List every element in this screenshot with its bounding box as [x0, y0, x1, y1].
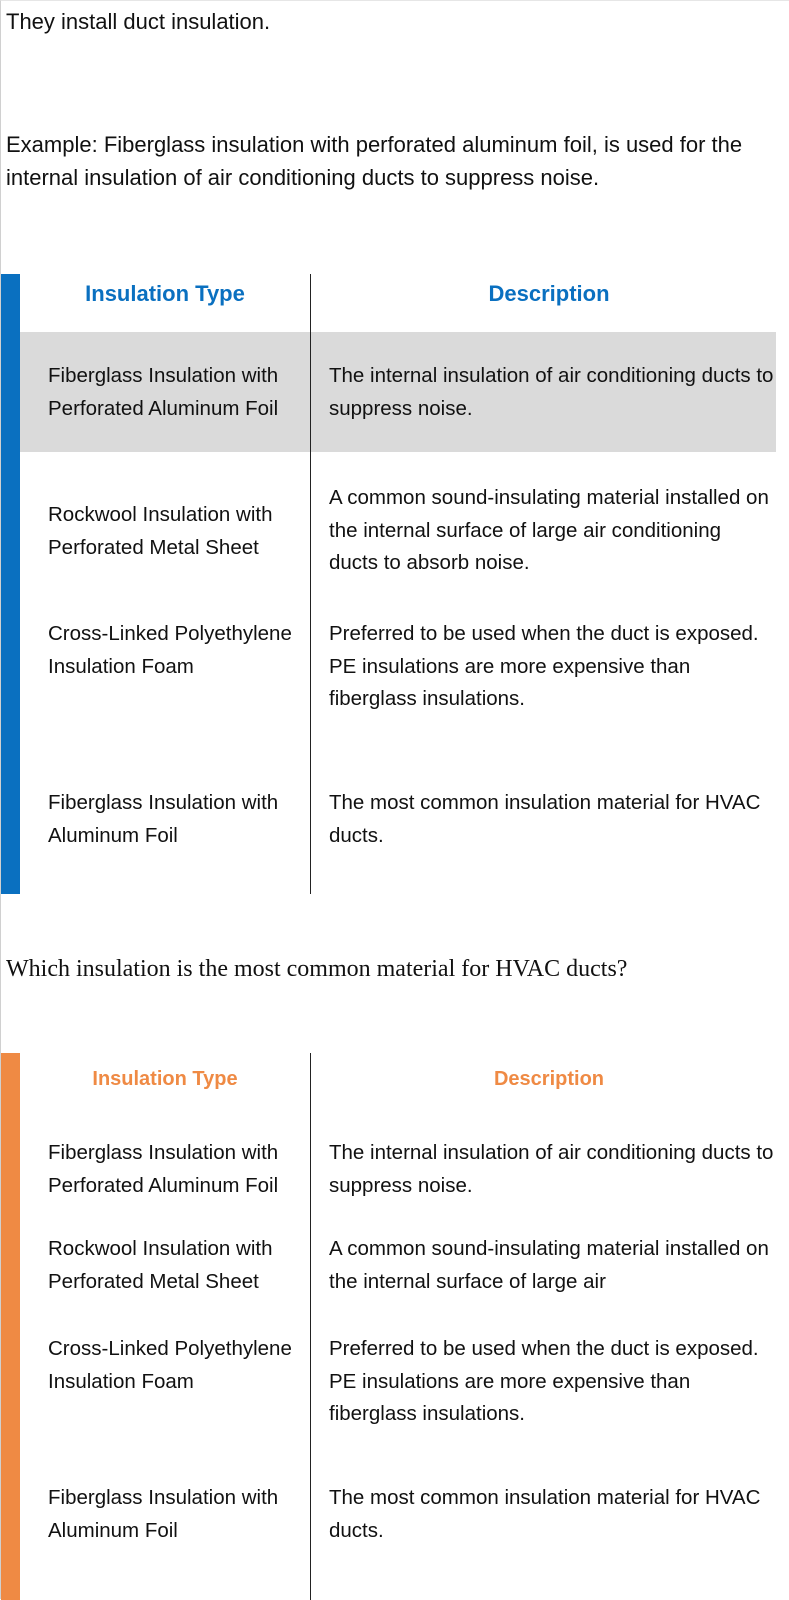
table-row	[20, 1465, 776, 1600]
table-row	[20, 332, 776, 452]
insulation-table-blue	[1, 274, 776, 894]
table-row	[20, 1219, 776, 1315]
description-cell: The most common insulation material for HVAC ducts.	[329, 791, 761, 847]
description-cell: The internal insulation of air conditioning ducts to suppress noise.	[329, 1141, 774, 1197]
accent-bar	[1, 274, 20, 894]
question-text: Which insulation is the most common material for HVAC ducts?	[6, 956, 628, 982]
accent-bar	[1, 1053, 20, 1600]
header-description: Description	[493, 1068, 605, 1090]
insulation-type-cell: Rockwool Insulation with Perforated Metal Sheet	[48, 1237, 273, 1293]
insulation-type-cell: Cross-Linked Polyethylene Insulation Foam	[48, 622, 292, 678]
insulation-type-cell: Fiberglass Insulation with Aluminum Foil	[48, 791, 279, 847]
table-row	[20, 582, 776, 742]
insulation-type-cell: Fiberglass Insulation with Perforated Aluminum Foil	[48, 364, 279, 420]
description-cell: A common sound-insulating material installed on the internal surface of large air	[329, 1237, 769, 1293]
table-header-row	[20, 274, 776, 332]
table-row	[20, 1123, 776, 1219]
description-cell: Preferred to be used when the duct is exposed. PE insulations are more expensive than fiberglass insulations.	[329, 622, 759, 710]
insulation-type-cell: Rockwool Insulation with Perforated Metal Sheet	[48, 503, 273, 559]
table-header-row	[20, 1053, 776, 1123]
description-cell: The most common insulation material for HVAC ducts.	[329, 1486, 761, 1542]
header-description: Description	[488, 281, 610, 306]
insulation-type-cell: Fiberglass Insulation with Aluminum Foil	[48, 1486, 279, 1542]
table-row	[20, 742, 776, 894]
description-cell: A common sound-insulating material installed on the internal surface of large air conditioning ducts to absorb noise.	[329, 486, 769, 574]
intro-text: They install duct insulation.	[6, 9, 271, 34]
column-divider	[310, 1053, 311, 1600]
insulation-type-cell: Cross-Linked Polyethylene Insulation Foam	[48, 1337, 292, 1393]
header-insulation-type: Insulation Type	[92, 1068, 238, 1090]
insulation-type-cell: Fiberglass Insulation with Perforated Aluminum Foil	[48, 1141, 279, 1197]
insulation-table-orange	[1, 1053, 776, 1600]
description-cell: Preferred to be used when the duct is exposed. PE insulations are more expensive than fiberglass insulations.	[329, 1337, 759, 1425]
example-text: Example: Fiberglass insulation with perforated aluminum foil, is used for the internal insulation of air conditioning ducts to suppress noise.	[6, 132, 743, 190]
header-insulation-type: Insulation Type	[85, 281, 245, 306]
column-divider	[310, 274, 311, 894]
table-row	[20, 1315, 776, 1465]
table-row	[20, 452, 776, 582]
description-cell: The internal insulation of air conditioning ducts to suppress noise.	[329, 364, 774, 420]
